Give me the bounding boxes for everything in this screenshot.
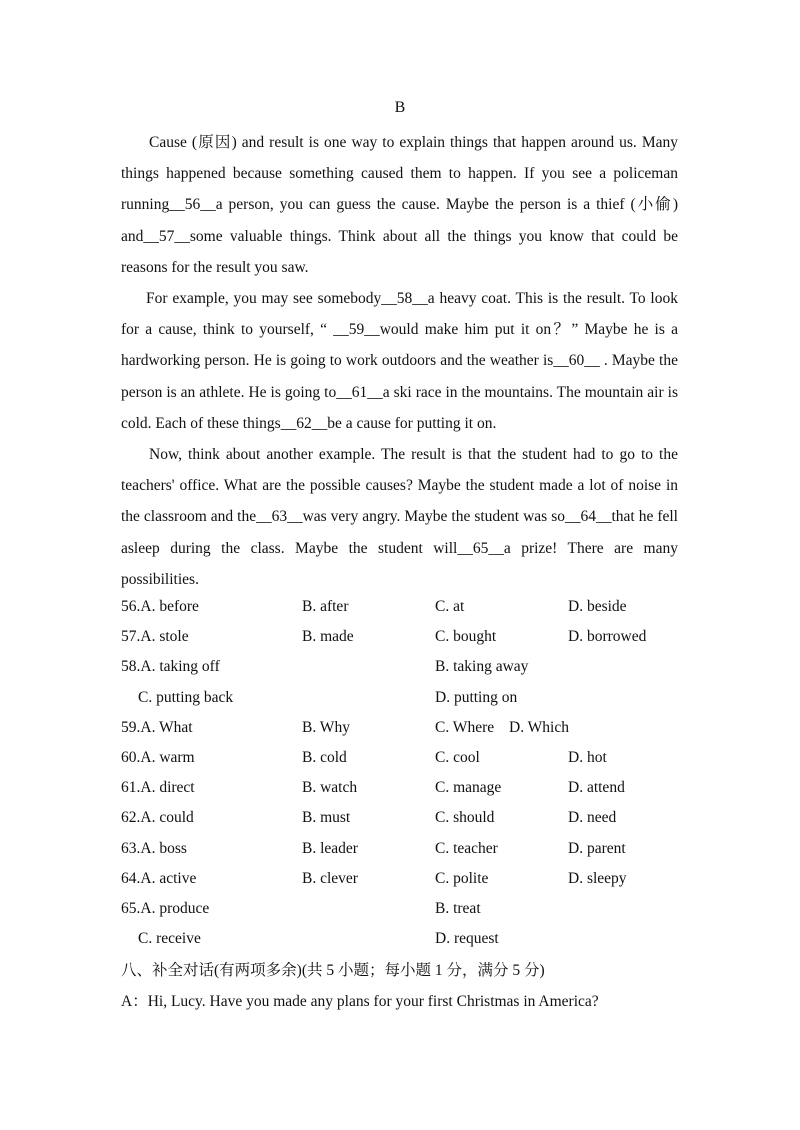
option-65-d: D. request	[435, 930, 499, 948]
reading-passage	[121, 127, 678, 595]
option-58-c: C. putting back	[138, 688, 234, 706]
option-60-a: 60.A. warm	[121, 748, 195, 766]
part-eight-heading: 八、补全对话(有两项多余)(共 5 小题；每小题 1 分，满分 5 分)	[121, 962, 545, 979]
option-61-a: 61.A. direct	[121, 779, 195, 797]
question-63-options	[121, 834, 721, 864]
option-60-d: D. hot	[568, 748, 607, 766]
option-63-d: D. parent	[568, 839, 626, 857]
question-59-options	[121, 713, 721, 743]
option-56-a: 56.A. before	[121, 598, 199, 615]
question-58-options-row-2	[121, 683, 721, 713]
option-56-c: C. at	[435, 598, 465, 615]
option-61-c: C. manage	[435, 779, 502, 797]
option-65-c: C. receive	[138, 930, 201, 948]
option-57-d: D. borrowed	[568, 628, 647, 646]
passage-paragraph-3: Now, think about another example. The result is that the student had to go to the teachers' office. What are the possible causes? Maybe the student made a lot of noise in the classroom and the__63__was very angry. Maybe the student was so__64__that he fell asleep during the class. Maybe the student will__65__a prize! There are many possibilities.	[121, 446, 678, 588]
option-65-a: 65.A. produce	[121, 899, 210, 917]
option-56-d: D. beside	[568, 598, 627, 615]
section-letter: B	[394, 99, 406, 116]
option-58-b: B. taking away	[435, 658, 529, 676]
question-64-options	[121, 864, 721, 894]
option-59-d: D. Which	[509, 718, 569, 736]
option-59-c: C. Where	[435, 718, 495, 736]
option-59-b: B. Why	[302, 718, 350, 736]
passage-paragraph-2: For example, you may see somebody__58__a heavy coat. This is the result. To look for a cause, think to yourself, “ __59__would make him put it on？” Maybe he is a hardworking person. He is going to work outdoors and the weather is__60__ . Maybe the person is an athlete. He is going to__61__a ski race in the mountains. The mountain air is cold. Each of these things__62__be a cause for putting it on.	[121, 290, 678, 432]
option-62-c: C. should	[435, 809, 495, 827]
option-56-b: B. after	[302, 598, 349, 615]
option-65-b: B. treat	[435, 899, 481, 917]
option-61-b: B. watch	[302, 779, 358, 797]
option-62-b: B. must	[302, 809, 351, 827]
option-62-a: 62.A. could	[121, 809, 194, 827]
option-57-c: C. bought	[435, 628, 497, 646]
question-65-options-row-2	[121, 924, 721, 954]
option-57-a: 57.A. stole	[121, 628, 189, 646]
dialog-line-a: A：Hi, Lucy. Have you made any plans for your first Christmas in America?	[121, 993, 599, 1010]
option-60-b: B. cold	[302, 748, 347, 766]
question-57-options	[121, 622, 721, 652]
answer-options	[121, 592, 721, 954]
option-64-c: C. polite	[435, 869, 489, 887]
option-58-d: D. putting on	[435, 688, 518, 706]
question-56-options	[121, 592, 721, 622]
question-58-options-row-1	[121, 652, 721, 682]
question-60-options	[121, 743, 721, 773]
option-61-d: D. attend	[568, 779, 625, 797]
option-63-b: B. leader	[302, 839, 358, 857]
question-65-options-row-1	[121, 894, 721, 924]
option-62-d: D. need	[568, 809, 617, 827]
question-62-options	[121, 803, 721, 833]
option-64-a: 64.A. active	[121, 869, 197, 887]
passage-paragraph-1: Cause (原因) and result is one way to explain things that happen around us. Many things happened because something caused them to happen. If you see a policeman running__56__a person, you can guess the cause. Maybe the person is a thief (小偷) and__57__some valuable things. Think about all the things you know that could be reasons for the result you saw.	[121, 134, 678, 276]
option-64-b: B. clever	[302, 869, 358, 887]
option-60-c: C. cool	[435, 748, 480, 766]
question-61-options	[121, 773, 721, 803]
option-63-c: C. teacher	[435, 839, 498, 857]
option-64-d: D. sleepy	[568, 869, 627, 887]
option-57-b: B. made	[302, 628, 354, 646]
option-63-a: 63.A. boss	[121, 839, 187, 857]
option-59-a: 59.A. What	[121, 718, 193, 736]
option-58-a: 58.A. taking off	[121, 658, 220, 676]
